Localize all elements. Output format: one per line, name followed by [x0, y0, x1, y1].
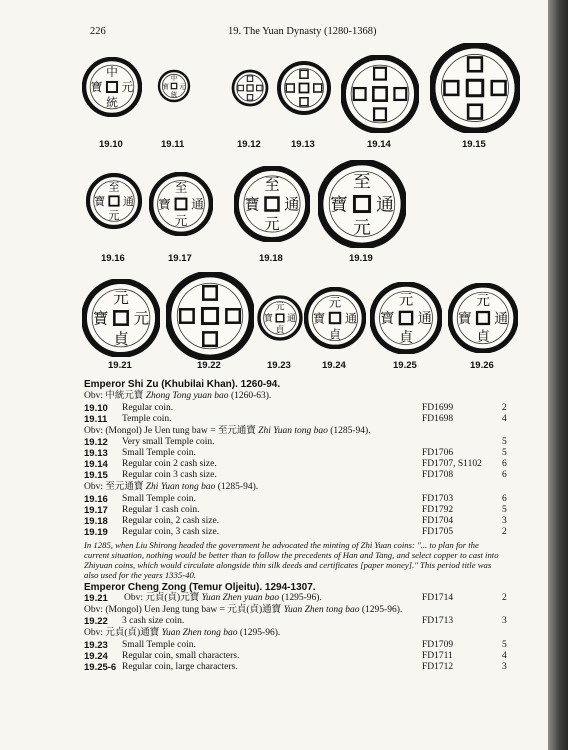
table-row — [84, 593, 507, 605]
coin-image — [370, 282, 442, 354]
coin-character: 元 — [121, 80, 134, 95]
coin-image — [341, 55, 419, 133]
coin-description: Small Temple coin. — [122, 448, 196, 459]
coin-character: 通 — [376, 195, 394, 216]
coin-character: 元 — [179, 83, 186, 91]
coin-number: 19.21 — [84, 593, 108, 605]
coin-description: Obv: 元貞(貞)元寶 Yuan Zhen yuan bao (1295-96). — [124, 593, 322, 604]
table-row — [84, 526, 507, 538]
coin-character: 至 — [353, 172, 371, 193]
coin-character: 貞 — [113, 329, 129, 348]
fd-reference: FD1712 — [422, 661, 454, 672]
fd-reference: FD1714 — [422, 593, 454, 604]
coin-number: 19.16 — [84, 493, 108, 505]
coin-label: 19.18 — [259, 253, 283, 264]
coin-label: 19.14 — [367, 139, 391, 150]
coin-label: 19.12 — [237, 139, 261, 150]
coin-character: 寶 — [92, 309, 109, 328]
coin-character: 通 — [417, 311, 432, 328]
coin-description: 3 cash size coin. — [122, 616, 185, 627]
coin-description: Temple coin. — [122, 413, 172, 424]
historical-note: In 1285, when Liu Shirong headed the government he advocated the minting of Zhi Yuan coins: "... to plan for the current situation, nothing would be better than to follow the precedents of Han and Tang, and select copper to cast into Zhiyuan coins, which would circulate alongside thin silk deeds and certificates [paper money]." This period title was also used for the years 1335-40. — [84, 539, 499, 580]
coin-label: 19.21 — [108, 360, 132, 371]
rarity: 3 — [502, 515, 507, 526]
coin-character: 通 — [122, 194, 134, 208]
coin-image — [257, 295, 303, 341]
coin-label: 19.23 — [267, 360, 291, 371]
coin-image — [234, 166, 310, 242]
coin-image — [166, 272, 254, 360]
coin-character: 元 — [328, 295, 342, 310]
coin-character: 元 — [398, 292, 414, 309]
coin-label: 19.19 — [349, 253, 373, 264]
page-gutter — [548, 0, 568, 750]
rarity: 6 — [502, 470, 507, 481]
obverse-line: Obv: 中統元寶 Zhong Tong yuan bao (1260-63). — [84, 391, 272, 402]
coin-label: 19.13 — [291, 139, 315, 150]
coin-list — [84, 639, 507, 673]
coin-image — [277, 61, 331, 115]
coin-list — [84, 402, 507, 425]
coin-character: 寶 — [90, 80, 103, 95]
coin-number: 19.25-6 — [84, 661, 117, 673]
obverse-line: Obv: (Mongol) Je Uen tung baw = 至元通寶 Zhi Yuan tong bao (1285-94). — [84, 425, 371, 436]
coin-number: 19.12 — [84, 437, 108, 449]
coin-label: 19.22 — [197, 360, 221, 371]
obverse-line: Obv: 至元通寶 Zhi Yuan tong bao (1285-94). — [84, 482, 259, 493]
coin-label: 19.24 — [322, 360, 346, 371]
coin-number: 19.22 — [84, 616, 108, 628]
coin-label: 19.25 — [393, 360, 417, 371]
coin-character: 寶 — [264, 314, 273, 325]
running-title: 19. The Yuan Dynasty (1280-1368) — [228, 26, 377, 37]
table-row — [84, 459, 507, 471]
table-row — [84, 413, 507, 425]
table-row — [84, 639, 507, 651]
rarity: 5 — [502, 437, 507, 448]
fd-reference: FD1698 — [422, 413, 454, 424]
coin-character: 貞 — [328, 327, 342, 342]
coin-character: 元 — [113, 289, 129, 308]
coin-description: Small Temple coin. — [122, 493, 196, 504]
coin-character: 寶 — [162, 83, 169, 91]
coin-label: 19.11 — [161, 139, 185, 150]
coin-label: 19.15 — [462, 139, 486, 150]
fd-reference: FD1709 — [422, 639, 454, 650]
coin-description: Small Temple coin. — [122, 639, 196, 650]
table-row — [84, 504, 507, 516]
coin-image — [448, 283, 518, 353]
catalogue-text — [84, 378, 507, 673]
rarity: 2 — [502, 402, 507, 413]
coin-description: Regular coin, small characters. — [122, 650, 240, 661]
fd-reference: FD1703 — [422, 493, 454, 504]
coin-number: 19.10 — [84, 402, 108, 414]
rarity: 4 — [502, 650, 507, 661]
rarity: 2 — [502, 526, 507, 537]
coin-list — [84, 616, 507, 628]
coin-number: 19.14 — [84, 459, 108, 471]
coin-image — [231, 69, 269, 107]
coin-character: 通 — [191, 196, 204, 212]
table-row — [84, 402, 507, 414]
coin-label: 19.26 — [470, 360, 494, 371]
coin-character: 寶 — [158, 196, 171, 212]
section-heading-shi-zu: Emperor Shi Zu (Khubilai Khan). 1260-94. — [84, 379, 281, 390]
table-row — [84, 437, 507, 449]
rarity: 3 — [502, 616, 507, 627]
fd-reference: FD1711 — [422, 650, 453, 661]
coin-label: 19.16 — [101, 253, 125, 264]
coin-image — [82, 57, 142, 117]
coin-label: 19.10 — [99, 139, 123, 150]
fd-reference: FD1707, S1102 — [422, 459, 482, 470]
coin-character: 元 — [353, 218, 371, 239]
coin-character: 貞 — [476, 329, 490, 346]
fd-reference: FD1792 — [422, 504, 454, 515]
fd-reference: FD1706 — [422, 448, 454, 459]
coin-image — [82, 279, 160, 357]
coin-number: 19.18 — [84, 515, 108, 527]
coin-image — [430, 43, 520, 133]
coin-character: 元 — [476, 292, 490, 309]
coin-character: 至 — [174, 180, 188, 196]
coin-character: 寶 — [244, 195, 260, 214]
coin-description: Regular coin, 2 cash size. — [122, 515, 220, 526]
obverse-line: Obv: (Mongol) Uen Jeng tung baw = 元貞(貞)通寶 Yuan Zhen tong bao (1295-96). — [84, 605, 403, 616]
coin-character: 元 — [264, 215, 280, 234]
coin-character: 寶 — [457, 310, 472, 327]
coin-character: 統 — [106, 95, 118, 110]
coin-character: 通 — [494, 310, 509, 327]
table-row — [84, 661, 507, 673]
coin-character: 通 — [284, 195, 300, 214]
rarity: 2 — [502, 593, 507, 604]
coin-character: 貞 — [275, 325, 285, 336]
coin-character: 元 — [174, 213, 188, 229]
coin-number: 19.24 — [84, 650, 108, 662]
coin-character: 寶 — [94, 194, 106, 208]
table-row — [84, 650, 507, 662]
coin-number: 19.19 — [84, 526, 108, 538]
fd-reference: FD1704 — [422, 515, 454, 526]
coin-image — [304, 287, 366, 349]
obverse-line: Obv: 元貞(貞)通寶 Yuan Zhen tong bao (1295-96). — [84, 628, 281, 639]
coin-description: Regular 1 cash coin. — [122, 504, 200, 515]
coin-character: 中 — [106, 64, 118, 79]
fd-reference: FD1708 — [422, 470, 454, 481]
fd-reference: FD1699 — [422, 402, 454, 413]
coin-description: Very small Temple coin. — [122, 437, 215, 448]
fd-reference: FD1713 — [422, 616, 454, 627]
coin-description: Regular coin, large characters. — [122, 661, 238, 672]
coin-character: 元 — [133, 309, 150, 328]
coin-image — [157, 69, 191, 103]
table-row — [84, 470, 507, 482]
rarity: 6 — [502, 493, 507, 504]
coin-character: 至 — [108, 180, 120, 194]
table-row — [84, 448, 507, 460]
rarity: 6 — [502, 459, 507, 470]
coin-character: 寶 — [330, 195, 348, 216]
coin-image — [149, 172, 213, 236]
coin-number: 19.13 — [84, 448, 108, 460]
rarity: 5 — [502, 639, 507, 650]
coin-character: 寶 — [380, 311, 395, 328]
coin-character: 元 — [275, 302, 285, 313]
coin-list — [84, 437, 507, 482]
coin-label: 19.17 — [168, 253, 192, 264]
coin-image — [318, 160, 406, 248]
coin-number: 19.17 — [84, 504, 108, 516]
coin-description: Regular coin 3 cash size. — [122, 470, 217, 481]
rarity: 3 — [502, 661, 507, 672]
page-number: 226 — [90, 26, 106, 37]
table-row — [84, 515, 507, 527]
coin-description: Regular coin 2 cash size. — [122, 459, 217, 470]
rarity: 5 — [502, 504, 507, 515]
coin-description: Regular coin, 3 cash size. — [122, 526, 220, 537]
coin-description: Regular coin. — [122, 402, 174, 413]
coin-character: 統 — [170, 91, 178, 99]
coin-character: 貞 — [398, 329, 414, 346]
coin-character: 通 — [287, 314, 296, 325]
fd-reference: FD1705 — [422, 526, 454, 537]
coin-character: 中 — [170, 75, 178, 83]
coin-character: 寶 — [312, 311, 326, 326]
coin-list — [84, 493, 507, 538]
coin-character: 通 — [344, 311, 358, 326]
rarity: 5 — [502, 448, 507, 459]
section-heading-cheng-zong: Emperor Cheng Zong (Temur Oljeitu). 1294-1307. — [84, 581, 316, 593]
coin-number: 19.11 — [84, 413, 108, 425]
coin-character: 元 — [108, 209, 120, 223]
coin-character: 至 — [264, 175, 280, 194]
coin-image — [86, 173, 142, 229]
coin-number: 19.23 — [84, 639, 108, 651]
coin-number: 19.15 — [84, 470, 108, 482]
rarity: 4 — [502, 413, 507, 424]
table-row — [84, 493, 507, 505]
table-row — [84, 616, 507, 628]
